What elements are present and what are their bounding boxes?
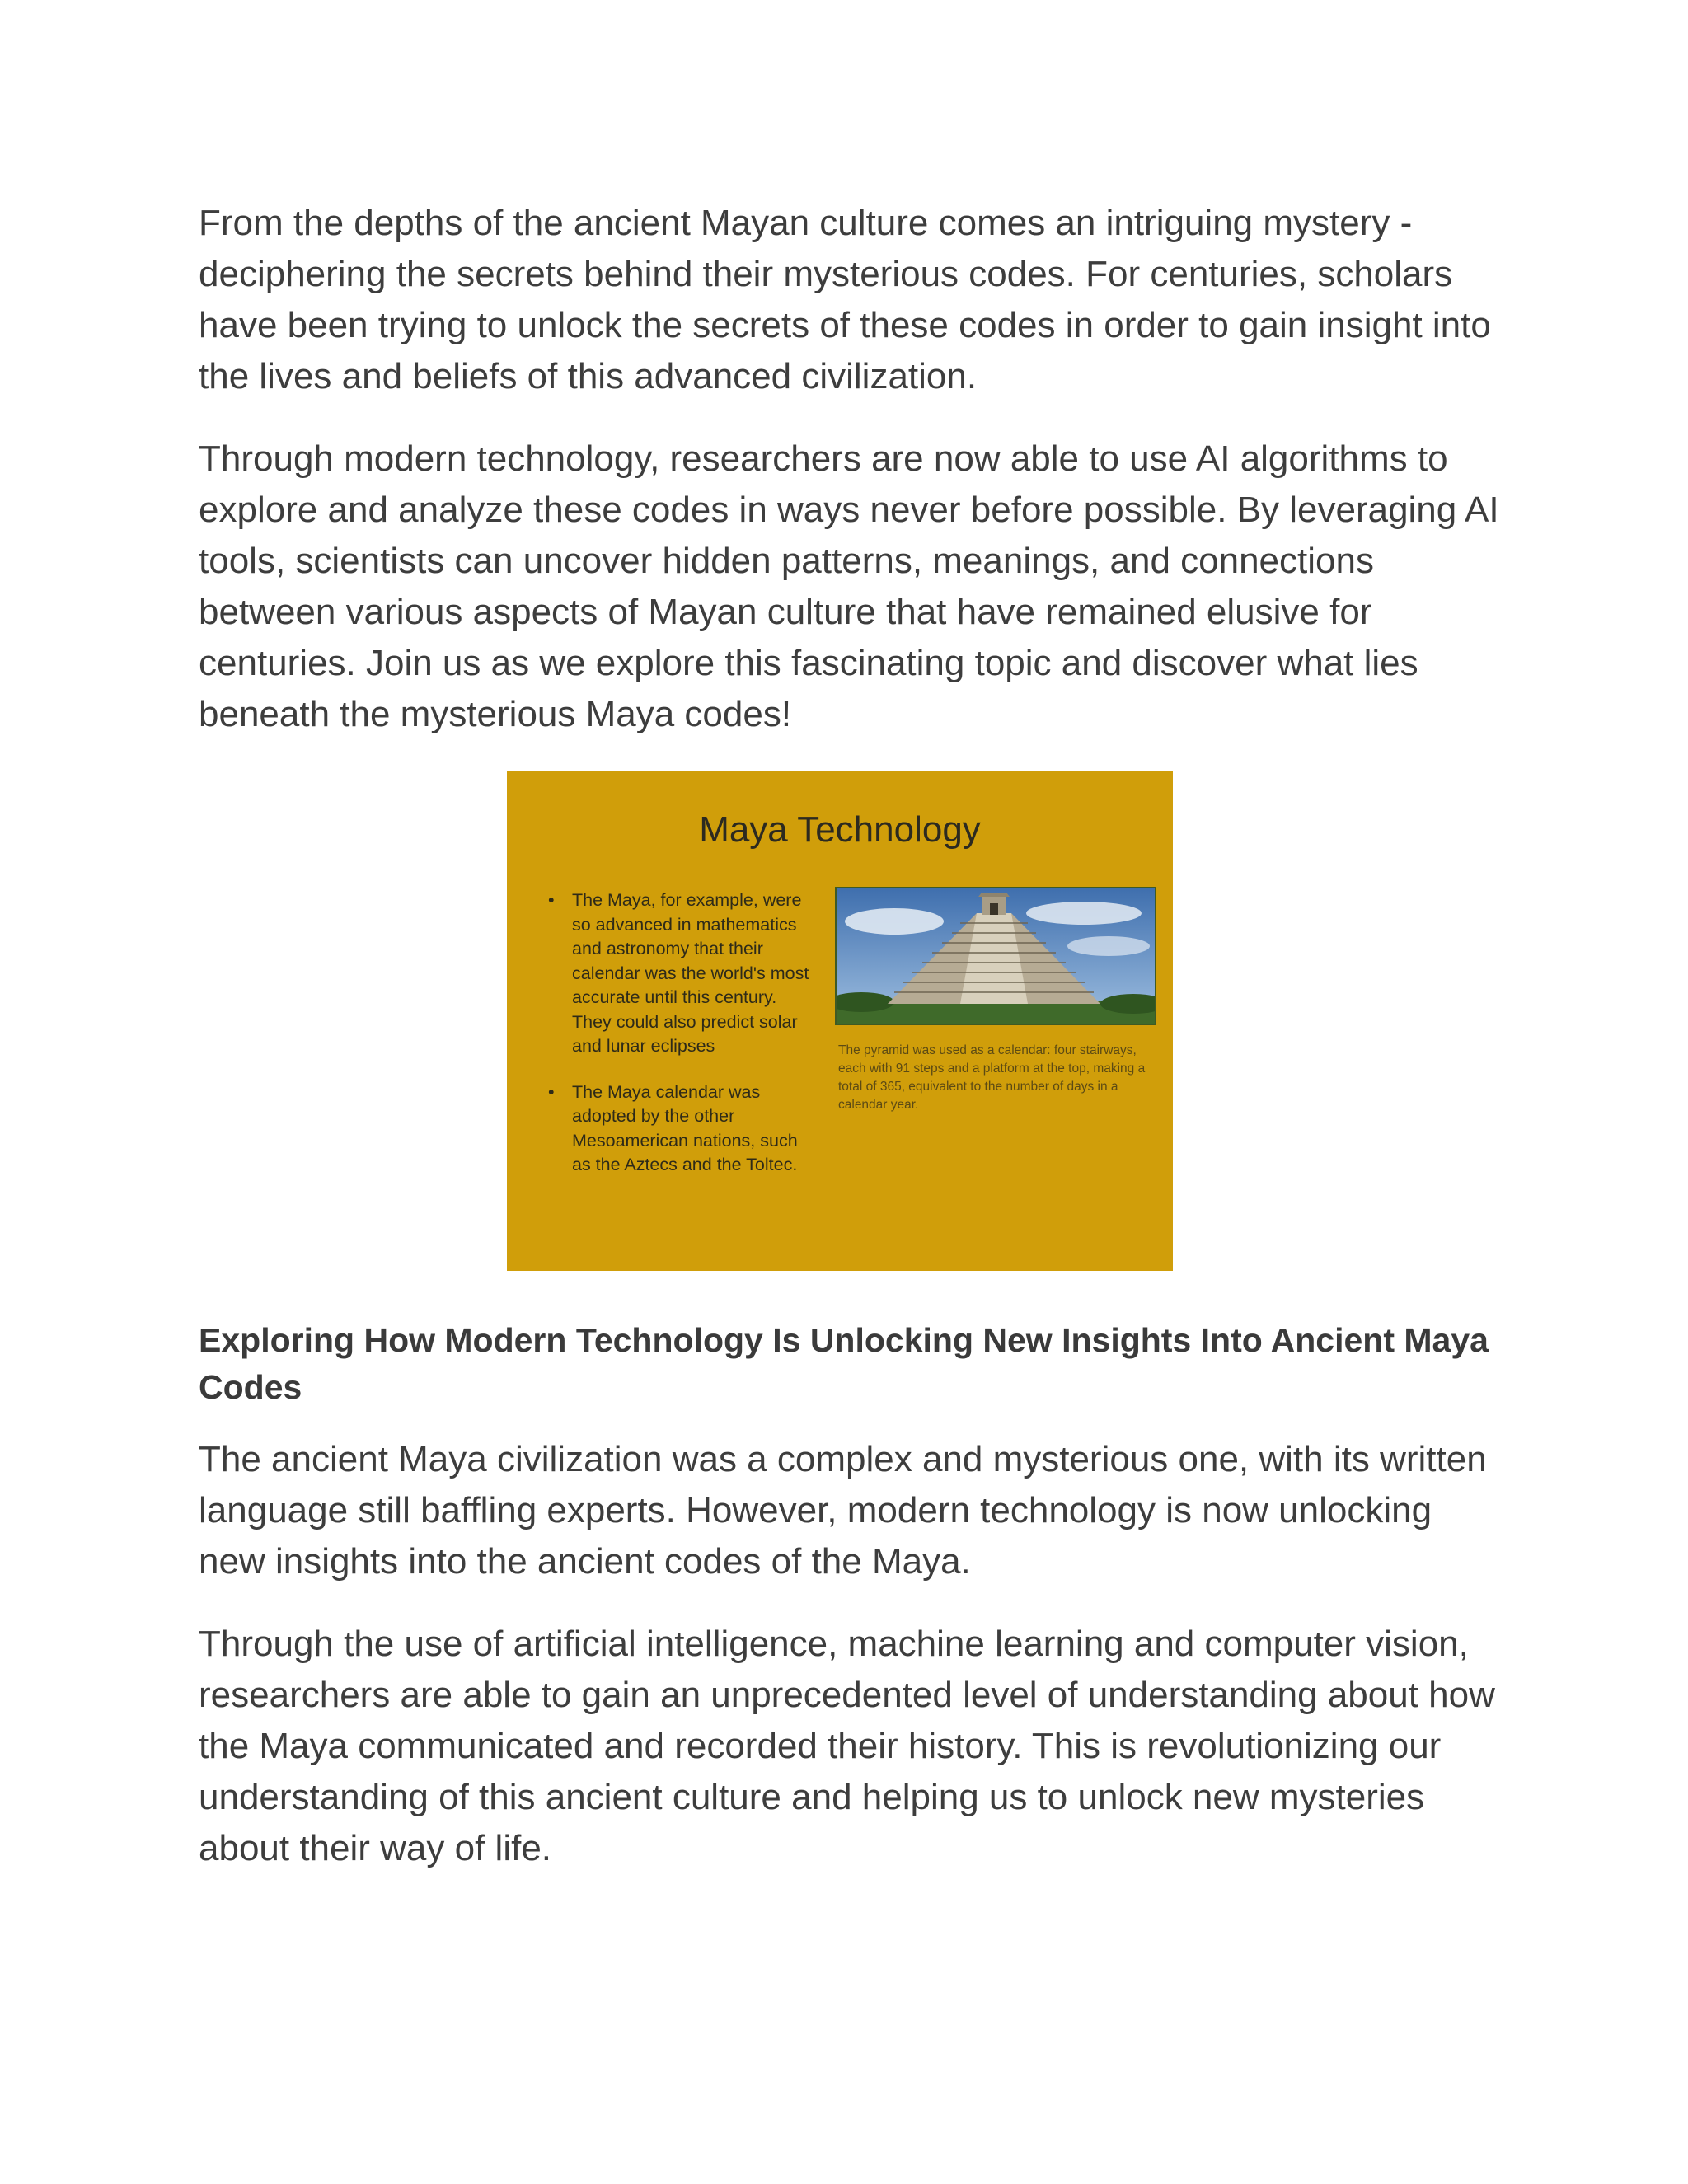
section-paragraph-2: Through the use of artificial intelligence, machine learning and computer vision, researchers are able to gain an unprecedented level of understanding about how the Maya communicated and recorded their history. This is revolutionizing our understanding of this ancient culture and helping us to unlock new mysteries about their way of life. <box>199 1624 1495 1868</box>
bullet-icon: • <box>548 1081 555 1102</box>
slide-photo-caption: The pyramid was used as a calendar: four stairways, each with 91 steps and a platform at the top, making a total of 365, equivalent to the number of days in a calendar year. <box>838 1043 1146 1112</box>
intro-paragraph-2: Through modern technology, researchers are now able to use AI algorithms to explore and analyze these codes in ways never before possible. By leveraging AI tools, scientists can uncover hidden patterns, meanings, and connections between various aspects of Mayan culture that have remained elusive for centuries. Join us as we explore this fascinating topic and discover what lies beneath the mysterious Maya codes! <box>199 438 1499 734</box>
slide-bullet-item <box>542 888 814 1059</box>
slide-title: Maya Technology <box>699 809 981 850</box>
slide-bullet-list <box>542 888 814 1199</box>
pyramid-photo-icon <box>835 887 1156 1025</box>
intro-paragraph-1: From the depths of the ancient Mayan culture comes an intriguing mystery - deciphering the secrets behind their mysterious codes. For centuries, scholars have been trying to unlock the secrets of these codes in order to gain insight into the lives and beliefs of this advanced civilization. <box>199 203 1491 396</box>
slide-bullet-text: The Maya calendar was adopted by the other Mesoamerican nations, such as the Aztecs and the Toltec. <box>572 1081 798 1174</box>
maya-technology-slide-image <box>507 771 1173 1271</box>
section-paragraph-1: The ancient Maya civilization was a complex and mysterious one, with its written language still baffling experts. However, modern technology is now unlocking new insights into the ancient codes of the Maya. <box>199 1439 1487 1582</box>
slide-bullet-text: The Maya, for example, were so advanced in mathematics and astronomy that their calendar was the world's most accurate until this century. They could also predict solar and lunar eclipses <box>572 890 809 1056</box>
section-heading: Exploring How Modern Technology Is Unlocking New Insights Into Ancient Maya Codes <box>199 1321 1489 1406</box>
bullet-icon: • <box>548 890 555 910</box>
document-page <box>199 198 1501 1905</box>
slide-bullet-item <box>542 1080 814 1178</box>
